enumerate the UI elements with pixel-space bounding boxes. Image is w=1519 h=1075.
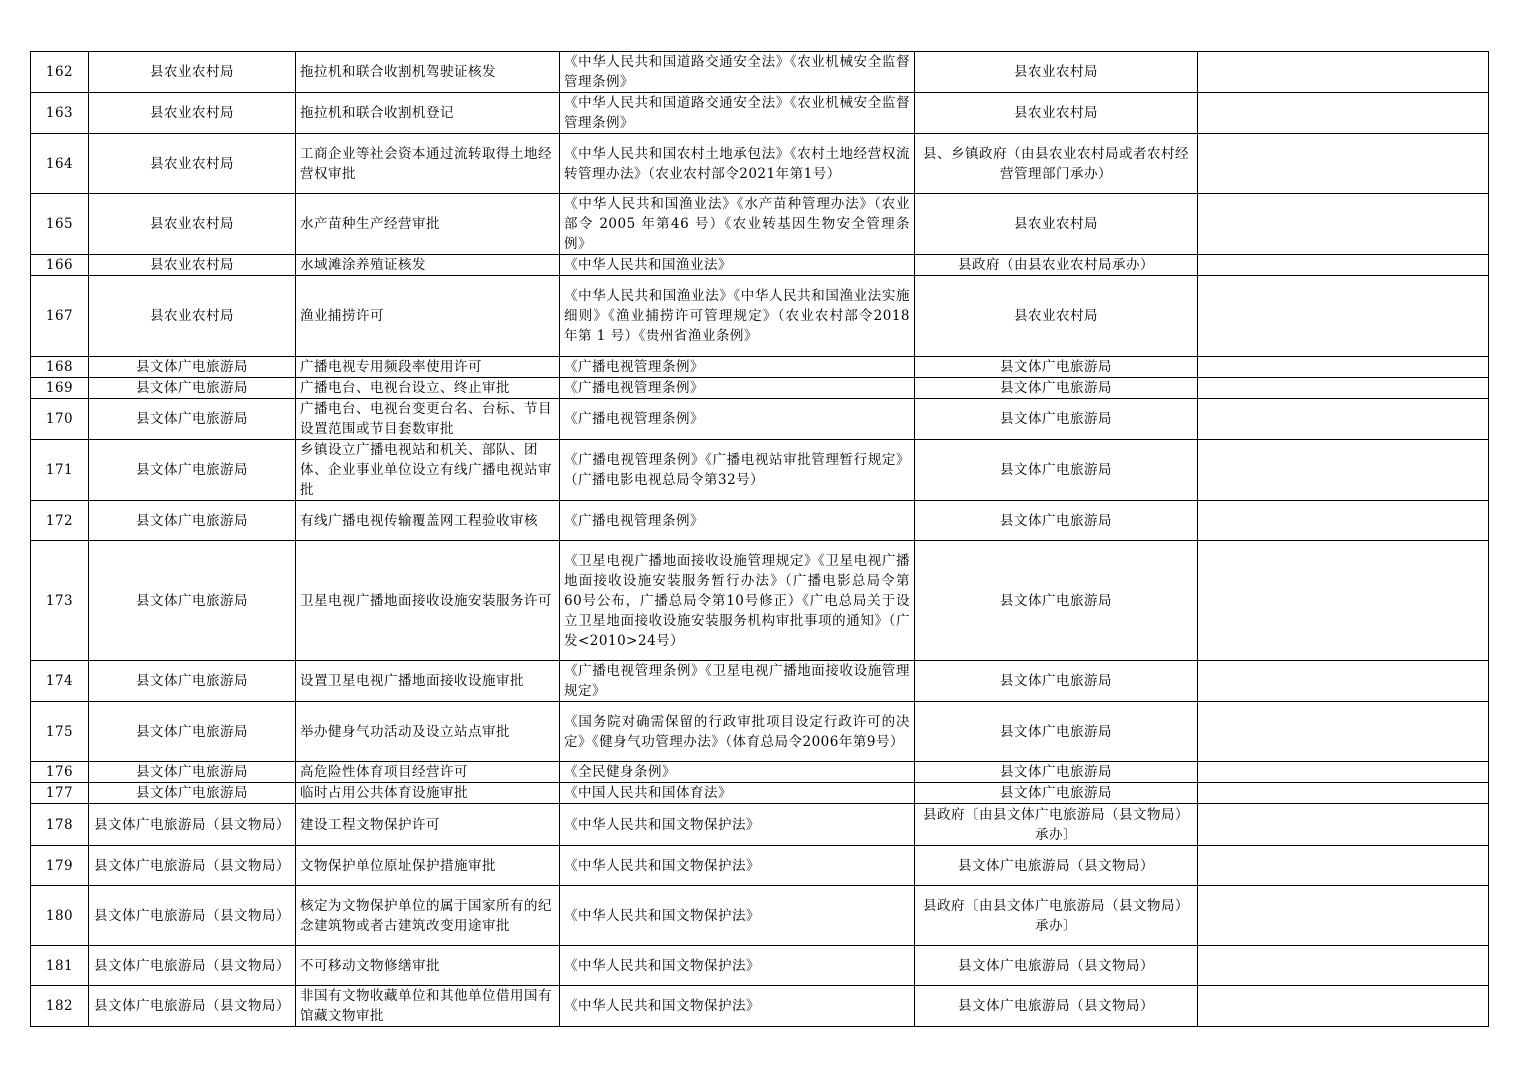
legal-basis-cell: 《中华人民共和国道路交通安全法》《农业机械安全监督管理条例》 bbox=[560, 93, 915, 134]
approval-item-cell: 建设工程文物保护许可 bbox=[296, 804, 560, 846]
approval-item-cell: 广播电台、电视台设立、终止审批 bbox=[296, 378, 560, 399]
department-cell: 县文体广电旅游局（县文物局） bbox=[89, 846, 296, 886]
implementing-body-cell: 县文体广电旅游局 bbox=[915, 357, 1198, 378]
table-row bbox=[31, 399, 1489, 440]
approval-item-cell: 文物保护单位原址保护措施审批 bbox=[296, 846, 560, 886]
table-row bbox=[31, 52, 1489, 93]
department-cell: 县农业农村局 bbox=[89, 93, 296, 134]
table-row bbox=[31, 134, 1489, 194]
row-number: 168 bbox=[31, 357, 89, 378]
implementing-body-cell: 县文体广电旅游局 bbox=[915, 440, 1198, 501]
row-number: 175 bbox=[31, 702, 89, 762]
legal-basis-cell: 《广播电视管理条例》《卫星电视广播地面接收设施管理规定》 bbox=[560, 661, 915, 702]
implementing-body-cell: 县政府〔由县文体广电旅游局（县文物局）承办〕 bbox=[915, 804, 1198, 846]
department-cell: 县文体广电旅游局 bbox=[89, 440, 296, 501]
department-cell: 县文体广电旅游局（县文物局） bbox=[89, 986, 296, 1027]
remarks-cell bbox=[1198, 255, 1489, 276]
row-number: 177 bbox=[31, 783, 89, 804]
department-cell: 县农业农村局 bbox=[89, 134, 296, 194]
implementing-body-cell: 县农业农村局 bbox=[915, 93, 1198, 134]
department-cell: 县文体广电旅游局 bbox=[89, 702, 296, 762]
table-row bbox=[31, 946, 1489, 986]
table-row bbox=[31, 255, 1489, 276]
remarks-cell bbox=[1198, 440, 1489, 501]
remarks-cell bbox=[1198, 276, 1489, 357]
legal-basis-cell: 《中华人民共和国文物保护法》 bbox=[560, 946, 915, 986]
row-number: 171 bbox=[31, 440, 89, 501]
department-cell: 县文体广电旅游局（县文物局） bbox=[89, 886, 296, 946]
row-number: 170 bbox=[31, 399, 89, 440]
implementing-body-cell: 县文体广电旅游局 bbox=[915, 762, 1198, 783]
department-cell: 县文体广电旅游局 bbox=[89, 661, 296, 702]
implementing-body-cell: 县政府〔由县文体广电旅游局（县文物局）承办〕 bbox=[915, 886, 1198, 946]
approval-item-cell: 设置卫星电视广播地面接收设施审批 bbox=[296, 661, 560, 702]
approval-item-cell: 渔业捕捞许可 bbox=[296, 276, 560, 357]
implementing-body-cell: 县、乡镇政府（由县农业农村局或者农村经营管理部门承办） bbox=[915, 134, 1198, 194]
remarks-cell bbox=[1198, 501, 1489, 541]
row-number: 179 bbox=[31, 846, 89, 886]
table-row bbox=[31, 93, 1489, 134]
department-cell: 县文体广电旅游局 bbox=[89, 783, 296, 804]
implementing-body-cell: 县政府（由县农业农村局承办） bbox=[915, 255, 1198, 276]
approval-item-cell: 水域滩涂养殖证核发 bbox=[296, 255, 560, 276]
implementing-body-cell: 县文体广电旅游局 bbox=[915, 702, 1198, 762]
department-cell: 县农业农村局 bbox=[89, 276, 296, 357]
department-cell: 县文体广电旅游局（县文物局） bbox=[89, 946, 296, 986]
legal-basis-cell: 《广播电视管理条例》《广播电视站审批管理暂行规定》（广播电影电视总局令第32号） bbox=[560, 440, 915, 501]
legal-basis-cell: 《国务院对确需保留的行政审批项目设定行政许可的决定》《健身气功管理办法》（体育总局令2006年第9号） bbox=[560, 702, 915, 762]
approval-item-cell: 拖拉机和联合收割机驾驶证核发 bbox=[296, 52, 560, 93]
implementing-body-cell: 县文体广电旅游局 bbox=[915, 378, 1198, 399]
table-row bbox=[31, 378, 1489, 399]
table-row bbox=[31, 661, 1489, 702]
table-row bbox=[31, 440, 1489, 501]
remarks-cell bbox=[1198, 886, 1489, 946]
legal-basis-cell: 《中华人民共和国文物保护法》 bbox=[560, 886, 915, 946]
table-row bbox=[31, 846, 1489, 886]
approval-item-cell: 水产苗种生产经营审批 bbox=[296, 194, 560, 255]
department-cell: 县农业农村局 bbox=[89, 52, 296, 93]
row-number: 180 bbox=[31, 886, 89, 946]
approval-item-cell: 工商企业等社会资本通过流转取得土地经营权审批 bbox=[296, 134, 560, 194]
remarks-cell bbox=[1198, 804, 1489, 846]
implementing-body-cell: 县文体广电旅游局 bbox=[915, 783, 1198, 804]
approval-item-cell: 广播电视专用频段率使用许可 bbox=[296, 357, 560, 378]
remarks-cell bbox=[1198, 378, 1489, 399]
approval-item-cell: 举办健身气功活动及设立站点审批 bbox=[296, 702, 560, 762]
implementing-body-cell: 县农业农村局 bbox=[915, 52, 1198, 93]
row-number: 173 bbox=[31, 541, 89, 661]
legal-basis-cell: 《卫星电视广播地面接收设施管理规定》《卫星电视广播地面接收设施安装服务暂行办法》（广播电影总局令第60号公布，广播总局令第10号修正）《广电总局关于设立卫星地面接收设施安装服务机构审批事项的通知》（广发<2010>24号） bbox=[560, 541, 915, 661]
legal-basis-cell: 《中国人民共和国体育法》 bbox=[560, 783, 915, 804]
implementing-body-cell: 县文体广电旅游局（县文物局） bbox=[915, 986, 1198, 1027]
approval-item-cell: 高危险性体育项目经营许可 bbox=[296, 762, 560, 783]
approval-item-cell: 卫星电视广播地面接收设施安装服务许可 bbox=[296, 541, 560, 661]
legal-basis-cell: 《全民健身条例》 bbox=[560, 762, 915, 783]
remarks-cell bbox=[1198, 946, 1489, 986]
legal-basis-cell: 《广播电视管理条例》 bbox=[560, 357, 915, 378]
row-number: 169 bbox=[31, 378, 89, 399]
legal-basis-cell: 《中华人民共和国农村土地承包法》《农村土地经营权流转管理办法》（农业农村部令2021年第1号） bbox=[560, 134, 915, 194]
department-cell: 县农业农村局 bbox=[89, 194, 296, 255]
approval-item-cell: 不可移动文物修缮审批 bbox=[296, 946, 560, 986]
approval-item-cell: 乡镇设立广播电视站和机关、部队、团体、企业事业单位设立有线广播电视站审批 bbox=[296, 440, 560, 501]
legal-basis-cell: 《广播电视管理条例》 bbox=[560, 378, 915, 399]
legal-basis-cell: 《广播电视管理条例》 bbox=[560, 501, 915, 541]
row-number: 162 bbox=[31, 52, 89, 93]
department-cell: 县文体广电旅游局 bbox=[89, 501, 296, 541]
row-number: 172 bbox=[31, 501, 89, 541]
row-number: 181 bbox=[31, 946, 89, 986]
table-row bbox=[31, 194, 1489, 255]
remarks-cell bbox=[1198, 399, 1489, 440]
approval-item-cell: 拖拉机和联合收割机登记 bbox=[296, 93, 560, 134]
remarks-cell bbox=[1198, 134, 1489, 194]
implementing-body-cell: 县文体广电旅游局（县文物局） bbox=[915, 846, 1198, 886]
legal-basis-cell: 《中华人民共和国渔业法》 bbox=[560, 255, 915, 276]
remarks-cell bbox=[1198, 702, 1489, 762]
department-cell: 县文体广电旅游局 bbox=[89, 762, 296, 783]
department-cell: 县文体广电旅游局（县文物局） bbox=[89, 804, 296, 846]
row-number: 167 bbox=[31, 276, 89, 357]
department-cell: 县文体广电旅游局 bbox=[89, 541, 296, 661]
implementing-body-cell: 县农业农村局 bbox=[915, 194, 1198, 255]
implementing-body-cell: 县文体广电旅游局 bbox=[915, 661, 1198, 702]
table-row bbox=[31, 986, 1489, 1027]
legal-basis-cell: 《中华人民共和国渔业法》《中华人民共和国渔业法实施细则》《渔业捕捞许可管理规定》（农业农村部令2018 年第 1 号）《贵州省渔业条例》 bbox=[560, 276, 915, 357]
legal-basis-cell: 《中华人民共和国渔业法》《水产苗种管理办法》（农业部令 2005 年第46 号）《农业转基因生物安全管理条例》 bbox=[560, 194, 915, 255]
table-row bbox=[31, 541, 1489, 661]
implementing-body-cell: 县文体广电旅游局（县文物局） bbox=[915, 946, 1198, 986]
table-row bbox=[31, 886, 1489, 946]
legal-basis-cell: 《广播电视管理条例》 bbox=[560, 399, 915, 440]
remarks-cell bbox=[1198, 194, 1489, 255]
department-cell: 县农业农村局 bbox=[89, 255, 296, 276]
table-row bbox=[31, 804, 1489, 846]
row-number: 174 bbox=[31, 661, 89, 702]
legal-basis-cell: 《中华人民共和国文物保护法》 bbox=[560, 986, 915, 1027]
remarks-cell bbox=[1198, 357, 1489, 378]
row-number: 163 bbox=[31, 93, 89, 134]
table-row bbox=[31, 783, 1489, 804]
approval-item-cell: 临时占用公共体育设施审批 bbox=[296, 783, 560, 804]
department-cell: 县文体广电旅游局 bbox=[89, 399, 296, 440]
row-number: 178 bbox=[31, 804, 89, 846]
remarks-cell bbox=[1198, 846, 1489, 886]
table-row bbox=[31, 357, 1489, 378]
remarks-cell bbox=[1198, 661, 1489, 702]
table-row bbox=[31, 702, 1489, 762]
department-cell: 县文体广电旅游局 bbox=[89, 378, 296, 399]
implementing-body-cell: 县文体广电旅游局 bbox=[915, 399, 1198, 440]
remarks-cell bbox=[1198, 762, 1489, 783]
approval-item-cell: 非国有文物收藏单位和其他单位借用国有馆藏文物审批 bbox=[296, 986, 560, 1027]
approval-item-cell: 广播电台、电视台变更台名、台标、节目设置范围或节目套数审批 bbox=[296, 399, 560, 440]
row-number: 182 bbox=[31, 986, 89, 1027]
remarks-cell bbox=[1198, 93, 1489, 134]
row-number: 166 bbox=[31, 255, 89, 276]
approval-items-table bbox=[30, 51, 1489, 1027]
implementing-body-cell: 县文体广电旅游局 bbox=[915, 501, 1198, 541]
row-number: 176 bbox=[31, 762, 89, 783]
remarks-cell bbox=[1198, 52, 1489, 93]
legal-basis-cell: 《中华人民共和国文物保护法》 bbox=[560, 804, 915, 846]
remarks-cell bbox=[1198, 986, 1489, 1027]
table-row bbox=[31, 501, 1489, 541]
remarks-cell bbox=[1198, 783, 1489, 804]
legal-basis-cell: 《中华人民共和国文物保护法》 bbox=[560, 846, 915, 886]
row-number: 164 bbox=[31, 134, 89, 194]
legal-basis-cell: 《中华人民共和国道路交通安全法》《农业机械安全监督管理条例》 bbox=[560, 52, 915, 93]
remarks-cell bbox=[1198, 541, 1489, 661]
table-row bbox=[31, 762, 1489, 783]
approval-item-cell: 有线广播电视传输覆盖网工程验收审核 bbox=[296, 501, 560, 541]
table-row bbox=[31, 276, 1489, 357]
implementing-body-cell: 县农业农村局 bbox=[915, 276, 1198, 357]
approval-item-cell: 核定为文物保护单位的属于国家所有的纪念建筑物或者古建筑改变用途审批 bbox=[296, 886, 560, 946]
department-cell: 县文体广电旅游局 bbox=[89, 357, 296, 378]
row-number: 165 bbox=[31, 194, 89, 255]
implementing-body-cell: 县文体广电旅游局 bbox=[915, 541, 1198, 661]
